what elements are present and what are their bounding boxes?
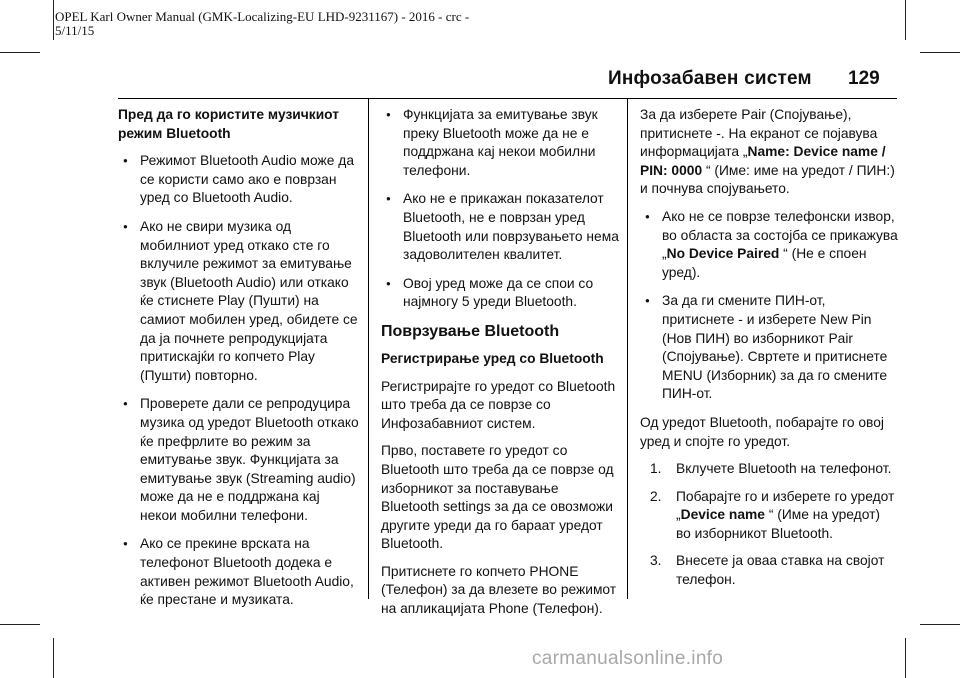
list-item: ● Проверете дали се репродуцира музика од уредот Bluetooth откако ќе префрлите во режим за емитување звук. Функцијата за емитување звук (Streaming audio) може да не е поддржана кај некои мобилни телефони.: [118, 395, 360, 525]
column-3: [640, 106, 898, 599]
crop-mark: [53, 638, 54, 678]
header-rule: [118, 98, 897, 99]
print-meta: [55, 10, 469, 38]
column-1: [118, 106, 360, 620]
text-run: Ако не се поврзе телефонски извор, во областа за состојба се прикажува „: [662, 208, 898, 262]
column-2: [381, 106, 619, 628]
crop-mark: [905, 638, 906, 678]
section-title: Инфозабавен систем: [608, 68, 812, 89]
col1-heading: Пред да го користите музичкиот режим Bluetooth: [118, 107, 340, 141]
crop-mark: [0, 624, 40, 625]
paragraph: Прво, поставете го уредот со Bluetooth што треба да се поврзе од изборникот за поставување Bluetooth settings за да се овозможи другите уреди да го бараат уредот Bluetooth.: [381, 443, 614, 552]
bold-text: No Device Paired: [666, 246, 780, 262]
numbered-step: [640, 488, 898, 544]
step-number: 2.: [650, 488, 662, 504]
paragraph: Од уредот Bluetooth, побарајте го овој уред и спојте го уредот.: [640, 414, 884, 449]
list-item: ● Овој уред може да се спои со најмногу 5 уреди Bluetooth.: [381, 275, 619, 312]
list-item: ● Функцијата за емитување звук преку Bluetooth може да не е поддржана кај некои мобилни телефони.: [381, 106, 619, 180]
column-divider: [368, 99, 369, 599]
crop-mark: [0, 52, 40, 53]
text-run: “ (Име на уредот) во изборникот Bluetooth.: [676, 507, 880, 541]
paragraph: Регистрирајте го уредот со Bluetooth што треба да се поврзе со Инфозабавниот систем.: [381, 378, 616, 431]
numbered-step: [640, 552, 898, 589]
crop-mark: [905, 0, 906, 40]
step-number: 1.: [650, 461, 662, 477]
list-item: ● Ако се прекине врската на телефонот Bluetooth додека е активен режимот Bluetooth Audio, ќе престане и музиката.: [118, 535, 360, 609]
crop-mark: [920, 52, 960, 53]
watermark-text: carmanualsonline.info: [532, 648, 724, 669]
column-divider: [627, 99, 628, 599]
paragraph: Притиснете го копчето PHONE (Телефон) за да влезете во режимот на апликацијата Phone (Телефон).: [381, 563, 617, 617]
print-meta-line2: 5/11/15: [55, 23, 95, 38]
text-run: Вклучете Bluetooth на телефонот.: [676, 461, 892, 477]
numbered-step: [640, 460, 898, 479]
list-item: ● Режимот Bluetooth Audio може да се користи само ако е поврзан уред со Bluetooth Audio.: [118, 152, 360, 208]
sub-heading: Регистрирање уред со Bluetooth: [381, 350, 604, 366]
list-item: [640, 208, 898, 282]
list-item: ● Ако не свири музика од мобилниот уред откако сте го вклучиле режимот за емитување звук (Bluetooth Audio) или откако ќе стиснете Play (Пушти) на самиот мобилен уред, обидете се да ја почнете репродукцијата притискајќи го копчето Play (Пушти) повторно.: [118, 218, 360, 385]
text-run: “ (Не е споен уред).: [662, 246, 867, 280]
text-run: За да изберете Pair (Спојување), притиснете -. На екранот се појавува информацијата „: [640, 107, 878, 160]
list-item: ● Ако не е прикажан показателот Bluetooth, не е поврзан уред Bluetooth или поврзувањето нема задоволителен квалитет.: [381, 190, 619, 264]
text-run: “ (Име: име на уредот / ПИН:) и почнува спојувањето.: [640, 162, 895, 197]
bold-text: Device name: [680, 507, 765, 523]
crop-mark: [53, 0, 54, 40]
intro-paragraph: [640, 106, 898, 199]
page-number: 129: [848, 68, 880, 89]
text-run: Внесете ја оваа ставка на својот телефон.: [676, 553, 885, 588]
step-number: 3.: [650, 553, 662, 569]
list-item: ● За да ги смените ПИН-от, притиснете - и изберете New Pin (Нов ПИН) во изборникот Pair (Спојување). Свртете и притиснете MENU (Изборник) за да го смените ПИН-от.: [640, 292, 898, 404]
text-run: Побарајте го и изберете го уредот „: [676, 488, 895, 523]
print-meta-line1: OPEL Karl Owner Manual (GMK-Localizing-EU LHD-9231167) - 2016 - crc -: [55, 9, 470, 24]
section-heading: Поврзување Bluetooth: [381, 322, 560, 340]
crop-mark: [920, 624, 960, 625]
bold-text: Name: Device name / PIN: 0000: [640, 144, 886, 178]
